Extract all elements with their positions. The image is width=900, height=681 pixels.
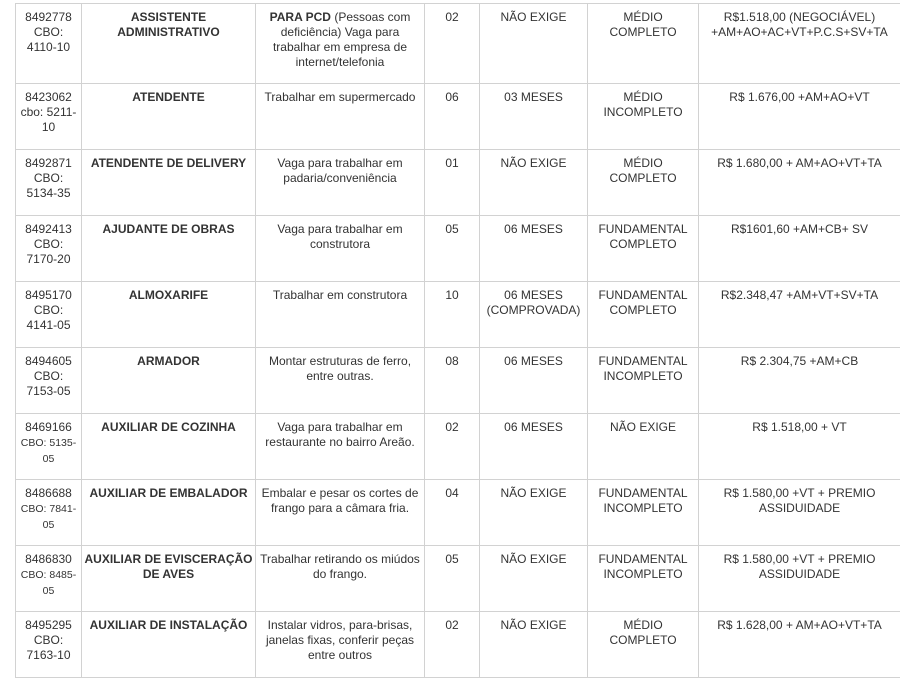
job-description: Vaga para trabalhar em construtora <box>277 222 403 251</box>
experience-cell <box>480 348 588 414</box>
education-requirement: FUNDAMENTAL INCOMPLETO <box>598 486 688 515</box>
education-cell <box>588 84 699 150</box>
cbo-code: CBO: 7841- 05 <box>20 503 77 531</box>
description-lead: PARA PCD <box>269 10 331 24</box>
vacancy-code: 8492778 <box>25 10 72 24</box>
experience-requirement: 03 MESES <box>504 90 563 104</box>
salary-line: R$ 1.680,00 + AM+AO+VT+TA <box>717 156 882 170</box>
job-title: AUXILIAR DE EVISCERAÇÃO DE AVES <box>84 552 253 581</box>
vacancy-quantity-cell <box>425 84 480 150</box>
vacancy-quantity: 05 <box>445 222 459 236</box>
cbo-code: CBO: 5135- 05 <box>20 437 77 465</box>
experience-requirement: NÃO EXIGE <box>500 156 567 170</box>
salary-line: R$2.348,47 +AM+VT+SV+TA <box>720 288 879 302</box>
vacancy-quantity-cell <box>425 216 480 282</box>
education-requirement: FUNDAMENTAL INCOMPLETO <box>598 354 688 383</box>
education-requirement: MÉDIO COMPLETO <box>609 618 677 647</box>
cbo-code: CBO: 4141-05 <box>26 303 71 332</box>
vacancy-code-cell <box>16 348 82 414</box>
job-description: Vaga para trabalhar em padaria/conveniência <box>277 156 403 185</box>
job-description-cell <box>256 84 425 150</box>
job-description: Embalar e pesar os cortes de frango para a câmara fria. <box>261 486 419 515</box>
vacancy-code: 8486688 <box>25 486 72 500</box>
salary-cell <box>699 414 900 480</box>
experience-cell <box>480 150 588 216</box>
experience-requirement: 06 MESES <box>504 354 563 368</box>
salary-line: R$ 1.676,00 +AM+AO+VT <box>729 90 870 104</box>
education-requirement: FUNDAMENTAL INCOMPLETO <box>598 552 688 581</box>
salary-cell <box>699 4 900 84</box>
education-requirement: FUNDAMENTAL COMPLETO <box>598 288 688 317</box>
job-title-cell <box>82 480 256 546</box>
job-title-cell <box>82 4 256 84</box>
cbo-code: CBO: 7170-20 <box>26 237 71 266</box>
salary-cell <box>699 84 900 150</box>
education-cell <box>588 480 699 546</box>
job-description-cell <box>256 480 425 546</box>
job-title: ATENDENTE DE DELIVERY <box>90 156 247 170</box>
salary-cell <box>699 546 900 612</box>
vacancy-code: 8492413 <box>25 222 72 236</box>
vacancy-code-cell <box>16 150 82 216</box>
vacancy-quantity: 02 <box>445 10 459 24</box>
job-description-cell <box>256 414 425 480</box>
job-description-cell <box>256 282 425 348</box>
education-cell <box>588 546 699 612</box>
job-title-cell <box>82 216 256 282</box>
vacancy-code-cell <box>16 4 82 84</box>
vacancy-quantity-cell <box>425 546 480 612</box>
education-requirement: NÃO EXIGE <box>609 420 677 434</box>
salary-cell <box>699 216 900 282</box>
job-rows <box>16 4 900 678</box>
vacancy-quantity-cell <box>425 480 480 546</box>
job-title: AUXILIAR DE INSTALAÇÃO <box>89 618 248 632</box>
job-title-cell <box>82 150 256 216</box>
experience-requirement: 06 MESES <box>504 420 563 434</box>
vacancy-code-cell <box>16 480 82 546</box>
vacancy-quantity-cell <box>425 282 480 348</box>
experience-cell <box>480 84 588 150</box>
vacancy-code: 8469166 <box>25 420 72 434</box>
cbo-code: CBO: 4110-10 <box>26 25 71 54</box>
table-row <box>16 4 900 84</box>
job-title: ASSISTENTE ADMINISTRATIVO <box>117 10 220 39</box>
vacancy-quantity-cell <box>425 348 480 414</box>
vacancy-code-cell <box>16 216 82 282</box>
education-cell <box>588 4 699 84</box>
job-description: Montar estruturas de ferro, entre outras. <box>268 354 412 383</box>
salary-line: R$1.518,00 (NEGOCIÁVEL) <box>723 10 876 24</box>
table-row <box>16 216 900 282</box>
job-description-cell <box>256 546 425 612</box>
cbo-code: CBO: 7163-10 <box>26 633 71 662</box>
education-cell <box>588 414 699 480</box>
table-row <box>16 546 900 612</box>
job-title-cell <box>82 546 256 612</box>
salary-cell <box>699 480 900 546</box>
vacancy-quantity: 01 <box>445 156 459 170</box>
job-description-cell <box>256 216 425 282</box>
vacancy-code: 8495170 <box>25 288 72 302</box>
salary-line: R$1601,60 +AM+CB+ SV <box>730 222 869 236</box>
salary-line: R$ 1.518,00 + VT <box>752 420 847 434</box>
vacancy-quantity: 06 <box>445 90 459 104</box>
experience-requirement: 06 MESES <box>504 222 563 236</box>
vacancy-quantity: 02 <box>445 420 459 434</box>
job-description: (Pessoas com deficiência) Vaga para trabalhar em empresa de internet/telefonia <box>272 10 411 69</box>
salary-line: ASSIDUIDADE <box>758 501 841 515</box>
experience-requirement: NÃO EXIGE <box>500 486 567 500</box>
job-description-cell <box>256 150 425 216</box>
table-row <box>16 480 900 546</box>
education-cell <box>588 612 699 678</box>
education-requirement: MÉDIO COMPLETO <box>609 10 677 39</box>
cbo-code: CBO: 7153-05 <box>26 369 71 398</box>
experience-cell <box>480 282 588 348</box>
salary-cell <box>699 282 900 348</box>
job-title-cell <box>82 414 256 480</box>
job-title: ATENDENTE <box>132 90 205 104</box>
table-row <box>16 612 900 678</box>
education-requirement: MÉDIO INCOMPLETO <box>603 90 683 119</box>
experience-requirement: NÃO EXIGE <box>500 618 567 632</box>
job-title: ALMOXARIFE <box>128 288 209 302</box>
table-row <box>16 150 900 216</box>
salary-line: +AM+AO+AC+VT+P.C.S+SV+TA <box>711 25 888 39</box>
vacancy-code-cell <box>16 414 82 480</box>
salary-cell <box>699 612 900 678</box>
job-description: Trabalhar retirando os miúdos do frango. <box>260 552 420 581</box>
vacancy-quantity: 02 <box>445 618 459 632</box>
vacancy-code-cell <box>16 282 82 348</box>
job-description-cell <box>256 612 425 678</box>
education-cell <box>588 348 699 414</box>
vacancy-code: 8492871 <box>25 156 72 170</box>
experience-cell <box>480 480 588 546</box>
job-title: AUXILIAR DE COZINHA <box>101 420 236 434</box>
table-row <box>16 84 900 150</box>
table-row <box>16 414 900 480</box>
vacancy-quantity-cell <box>425 612 480 678</box>
job-title-cell <box>82 84 256 150</box>
vacancy-quantity: 08 <box>445 354 459 368</box>
job-description: Trabalhar em construtora <box>272 288 408 302</box>
table-row <box>16 282 900 348</box>
salary-cell <box>699 348 900 414</box>
salary-line: R$ 2.304,75 +AM+CB <box>740 354 859 368</box>
job-description: Trabalhar em supermercado <box>264 90 416 104</box>
cbo-code: CBO: 5134-35 <box>26 171 71 200</box>
education-requirement: FUNDAMENTAL COMPLETO <box>598 222 688 251</box>
experience-cell <box>480 612 588 678</box>
vacancy-code: 8423062 <box>25 90 72 104</box>
salary-cell <box>699 150 900 216</box>
job-description: Instalar vidros, para-brisas, janelas fixas, conferir peças entre outros <box>265 618 415 662</box>
education-cell <box>588 216 699 282</box>
education-cell <box>588 282 699 348</box>
job-title: ARMADOR <box>137 354 200 368</box>
vacancy-quantity: 04 <box>445 486 459 500</box>
education-cell <box>588 150 699 216</box>
salary-line: R$ 1.580,00 +VT + PREMIO <box>723 486 876 500</box>
table-row <box>16 348 900 414</box>
job-title-cell <box>82 612 256 678</box>
vacancy-quantity-cell <box>425 414 480 480</box>
job-title-cell <box>82 282 256 348</box>
experience-requirement: NÃO EXIGE <box>500 10 567 24</box>
education-requirement: MÉDIO COMPLETO <box>609 156 677 185</box>
vacancy-quantity-cell <box>425 150 480 216</box>
experience-cell <box>480 546 588 612</box>
experience-cell <box>480 4 588 84</box>
vacancy-code: 8486830 <box>25 552 72 566</box>
job-description-cell <box>256 348 425 414</box>
job-description-cell <box>256 4 425 84</box>
job-vacancies-table <box>15 3 900 678</box>
job-title-cell <box>82 348 256 414</box>
experience-requirement: NÃO EXIGE <box>500 552 567 566</box>
experience-requirement: 06 MESES (COMPROVADA) <box>486 288 581 317</box>
salary-line: ASSIDUIDADE <box>758 567 841 581</box>
vacancy-quantity: 10 <box>445 288 459 302</box>
vacancy-code-cell <box>16 612 82 678</box>
salary-line: R$ 1.580,00 +VT + PREMIO <box>723 552 876 566</box>
vacancy-code-cell <box>16 84 82 150</box>
vacancy-quantity-cell <box>425 4 480 84</box>
cbo-code: cbo: 5211- 10 <box>20 105 77 134</box>
vacancy-code-cell <box>16 546 82 612</box>
experience-cell <box>480 216 588 282</box>
job-title: AUXILIAR DE EMBALADOR <box>89 486 248 500</box>
experience-cell <box>480 414 588 480</box>
job-title: AJUDANTE DE OBRAS <box>102 222 235 236</box>
vacancy-code: 8495295 <box>25 618 72 632</box>
vacancy-quantity: 05 <box>445 552 459 566</box>
job-description: Vaga para trabalhar em restaurante no bairro Areão. <box>265 420 415 449</box>
salary-line: R$ 1.628,00 + AM+AO+VT+TA <box>717 618 882 632</box>
vacancy-code: 8494605 <box>25 354 72 368</box>
cbo-code: CBO: 8485- 05 <box>20 569 77 597</box>
